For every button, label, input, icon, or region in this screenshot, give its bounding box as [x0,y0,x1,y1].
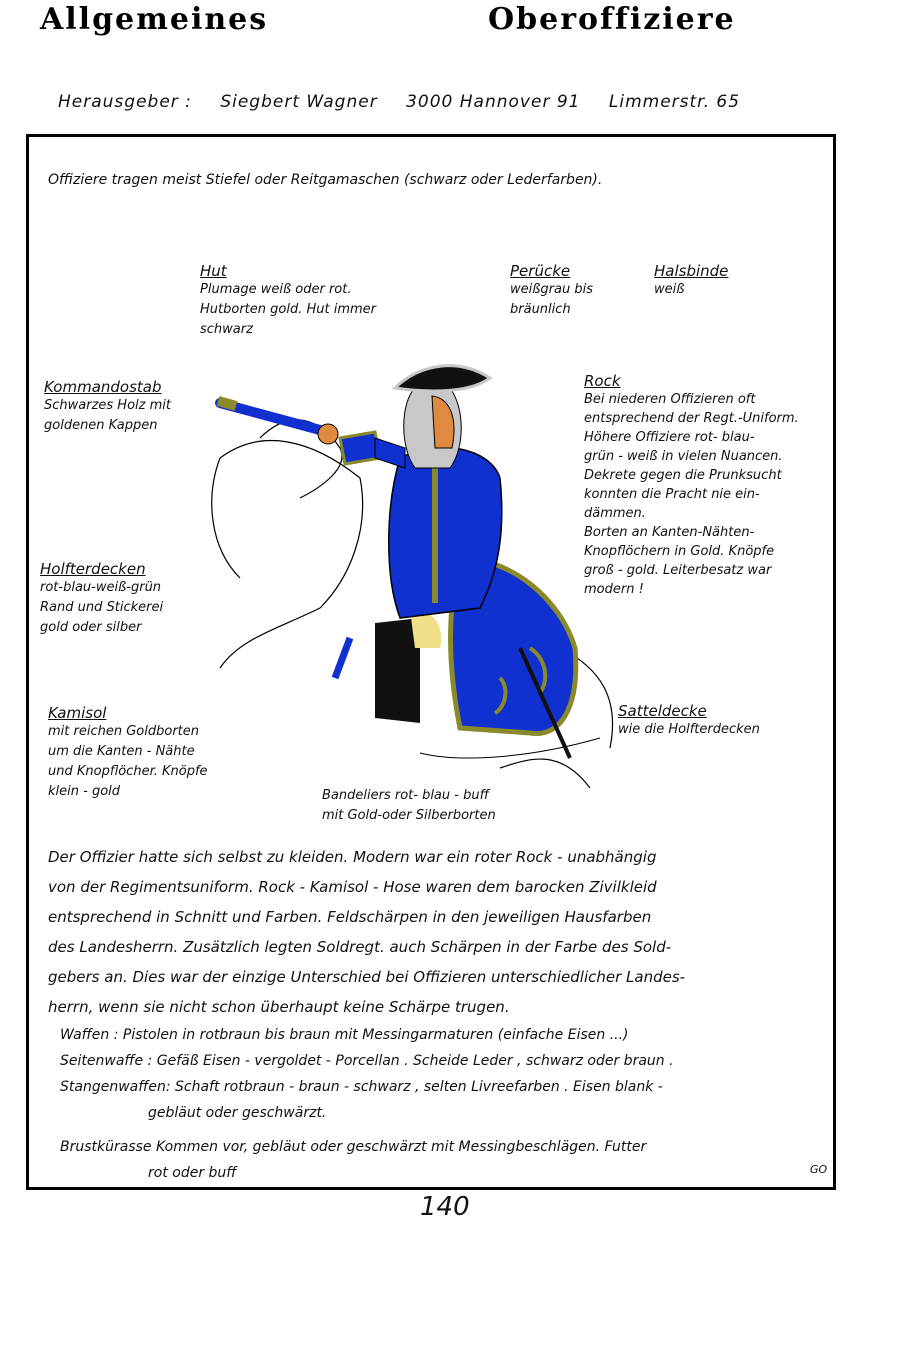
label-satteldecke-text: wie die Holfterdecken [618,722,760,737]
note-stangenwaffen: Stangenwaffen: Schaft rotbraun - braun - schwarz , selten Livreefarben . Eisen blank - [60,1079,663,1095]
body-line: herrn, wenn sie nicht schon überhaupt keine Schärpe trugen. [48,998,510,1016]
label-halsbinde-text: weiß [654,282,685,297]
horse-outline [212,441,363,668]
staff-cap [218,401,236,406]
note-stangenwaffen-cont: gebläut oder geschwärzt. [148,1105,327,1121]
section-title: Allgemeines [40,2,269,37]
note-brustkuerasse-cont: rot oder buff [148,1165,237,1181]
page-title: Oberoffiziere [488,2,736,37]
notes [60,1022,674,1186]
body-text [48,842,685,1022]
label-hut-title: Hut [200,262,227,280]
body-line: von der Regimentsuniform. Rock - Kamisol - Hose waren dem barocken Zivilkleid [48,878,657,896]
label-bandeliers-text: Bandeliers rot- blau - buff mit Gold-oder Silberborten [322,788,496,823]
label-holfterdecken-text: rot-blau-weiß-grün Rand und Stickerei gold oder silber [40,580,164,635]
label-hut [200,262,376,340]
publisher-street: Limmerstr. 65 [608,92,741,112]
intro-text: Offiziere tragen meist Stiefel oder Reitgamaschen (schwarz oder Lederfarben). [48,172,603,188]
sword-sheath [335,638,350,678]
bandolier [420,738,600,758]
cuff [340,432,380,464]
label-kamisol-text: mit reichen Goldborten um die Kanten - Nähte und Knopflöcher. Knöpfe klein - gold [48,724,208,799]
label-peruecke-text: weißgrau bis bräunlich [510,282,594,317]
publisher-label: Herausgeber : [58,92,192,112]
label-peruecke-title: Perücke [510,262,571,280]
label-rock-title: Rock [584,372,621,390]
note-brustkuerasse: Brustkürasse Kommen vor, gebläut oder geschwärzt mit Messingbeschlägen. Futter [60,1139,647,1155]
hand [318,424,338,444]
label-hut-text: Plumage weiß oder rot. Hutborten gold. Hut immer schwarz [200,282,376,337]
label-kommandostab-text: Schwarzes Holz mit goldenen Kappen [44,398,171,433]
label-kommandostab [44,378,171,436]
body-line: Der Offizier hatte sich selbst zu kleiden. Modern war ein roter Rock - unabhängig [48,848,657,866]
coat [389,448,502,618]
label-holfterdecken [40,560,163,638]
label-halsbinde-title: Halsbinde [654,262,729,280]
label-kamisol-title: Kamisol [48,704,107,722]
label-peruecke [510,262,593,320]
label-halsbinde [654,262,728,300]
label-holfterdecken-title: Holfterdecken [40,560,146,578]
author-initials: GO [810,1163,828,1176]
publisher-line [58,92,818,112]
publisher-name: Siegbert Wagner [220,92,378,112]
note-waffen: Waffen : Pistolen in rotbraun bis braun mit Messingarmaturen (einfache Eisen ...) [60,1027,629,1043]
label-rock-text: Bei niederen Offizieren oft entsprechend der Regt.-Uniform. Höhere Offiziere rot- blau- grün - weiß in vielen Nuancen. Dekrete gegen die Prunksucht konnten die Pracht nie ein- dämmen. Borten an Kanten-Nähten- Knopflöchern in Gold. Knöpfe groß - gold. Leiterbesatz war modern ! [584,392,799,597]
body-line: entsprechend in Schnitt und Farben. Feldschärpen in den jeweiligen Hausfarben [48,908,652,926]
label-kommandostab-title: Kommandostab [44,378,162,396]
body-line: gebers an. Dies war der einzige Unterschied bei Offizieren unterschiedlicher Landes- [48,968,686,986]
tricorn-hat [395,366,490,391]
officer-illustration [200,348,630,788]
page-number: 140 [420,1192,470,1222]
label-satteldecke [618,702,760,740]
arm [375,438,405,468]
body-line: des Landesherrn. Zusätzlich legten Soldregt. auch Schärpen in der Farbe des Sold- [48,938,672,956]
publisher-city: 3000 Hannover 91 [406,92,581,112]
label-kamisol [48,704,208,802]
note-seitenwaffe: Seitenwaffe : Gefäß Eisen - vergoldet - Porcellan . Scheide Leder , schwarz oder braun . [60,1053,674,1069]
label-satteldecke-title: Satteldecke [618,702,707,720]
